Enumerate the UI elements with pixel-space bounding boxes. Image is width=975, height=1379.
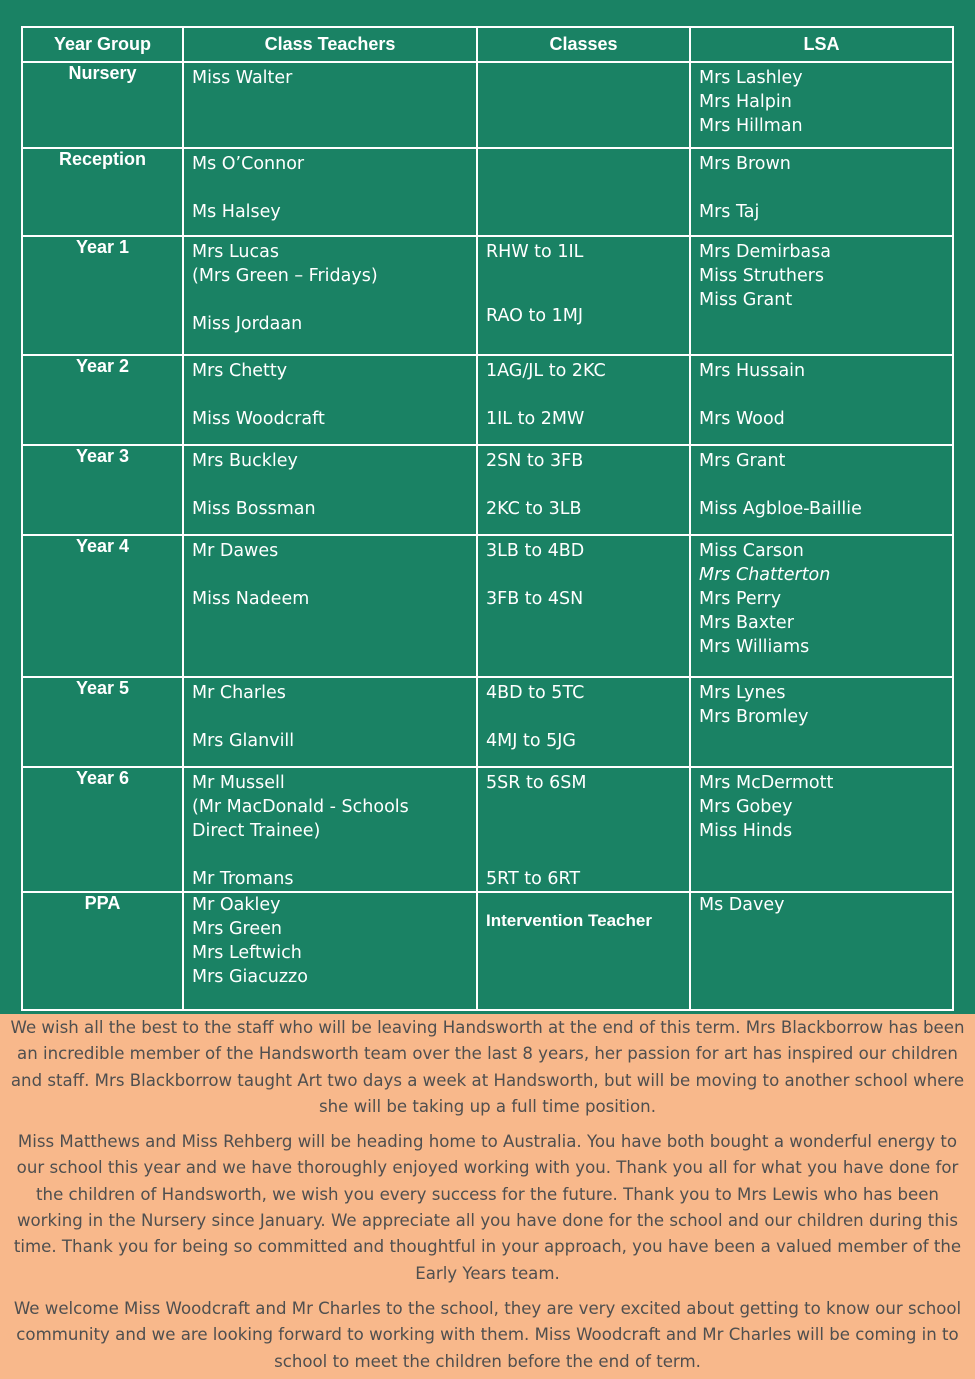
lsa-name: Mrs McDermott	[699, 773, 834, 793]
lsa-cell	[690, 236, 953, 355]
class-move: 2KC to 3LB	[486, 499, 582, 519]
teachers-cell	[183, 767, 477, 892]
teachers-cell	[183, 677, 477, 767]
class-move: 5RT to 6RT	[486, 869, 581, 889]
teacher-name: Mr Charles	[192, 683, 286, 703]
lsa-name: Miss Agbloe-Baillie	[699, 499, 862, 519]
teacher-name: Mrs Giacuzzo	[192, 967, 308, 987]
teacher-name: Mrs Buckley	[192, 451, 298, 471]
teacher-name: Mr Dawes	[192, 541, 279, 561]
lsa-cell	[690, 355, 953, 445]
teachers-cell	[183, 148, 477, 236]
teacher-note: (Mrs Green – Fridays)	[192, 266, 378, 286]
year-group-cell: Year 3	[22, 445, 183, 535]
table-row	[22, 236, 953, 355]
teacher-name: Ms O’Connor	[192, 154, 305, 174]
teacher-name: Mr Tromans	[192, 869, 294, 889]
thanks-paragraph: Miss Matthews and Miss Rehberg will be heading home to Australia. You have both bought a wonderful energy to our school this year and we have thoroughly enjoyed working with you. Thank you all for what you have done for the children of Handsworth, we wish you every success for the future. Thank you to Mrs Lewis who has been working in the Nursery since January. We appreciate all you have done for the school and our children during this time. Thank you for being so committed and thoughtful in your approach, you have been a valued member of the Early Years team.	[13, 1132, 962, 1283]
year-group-cell: Year 1	[22, 236, 183, 355]
lsa-name: Mrs Gobey	[699, 797, 793, 817]
table-row	[22, 535, 953, 677]
teacher-name: Miss Nadeem	[192, 589, 310, 609]
class-move: 1IL to 2MW	[486, 409, 585, 429]
classes-cell	[477, 535, 690, 677]
lsa-cell	[690, 767, 953, 892]
classes-cell	[477, 767, 690, 892]
teacher-name: Mrs Green	[192, 919, 282, 939]
teacher-name: Mrs Lucas	[192, 242, 279, 262]
teacher-name: Ms Halsey	[192, 202, 281, 222]
lsa-name: Miss Carson	[699, 541, 804, 561]
lsa-name: Mrs Hussain	[699, 361, 806, 381]
lsa-name: Mrs Grant	[699, 451, 786, 471]
year-group-cell: Year 6	[22, 767, 183, 892]
lsa-name: Mrs Lynes	[699, 683, 786, 703]
table-row	[22, 148, 953, 236]
lsa-name: Mrs Taj	[699, 202, 760, 222]
class-move: RHW to 1IL	[486, 242, 584, 262]
lsa-name: Miss Grant	[699, 290, 793, 310]
year-group-cell: Reception	[22, 148, 183, 236]
teacher-name: Mrs Leftwich	[192, 943, 302, 963]
intervention-teacher-label: Intervention Teacher	[486, 911, 652, 930]
lsa-name: Mrs Halpin	[699, 92, 792, 112]
lsa-name: Mrs Lashley	[699, 68, 803, 88]
lsa-name: Mrs Hillman	[699, 116, 803, 136]
teacher-name: Miss Bossman	[192, 499, 316, 519]
teachers-cell	[183, 355, 477, 445]
staff-news-panel	[0, 1014, 975, 1379]
year-group-cell: Nursery	[22, 62, 183, 148]
lsa-name: Mrs Baxter	[699, 613, 794, 633]
lsa-name: Mrs Demirbasa	[699, 242, 831, 262]
lsa-cell	[690, 148, 953, 236]
farewell-paragraph: We wish all the best to the staff who will be leaving Handsworth at the end of this term. Mrs Blackborrow has been an incredible member of the Handsworth team over the last 8 years, her passion for art has inspired our children and staff. Mrs Blackborrow taught Art two days a week at Handsworth, but will be moving to another school where she will be taking up a full time position.	[10, 1018, 965, 1116]
lsa-name: Ms Davey	[699, 895, 785, 915]
table-row	[22, 892, 953, 1010]
teachers-cell	[183, 445, 477, 535]
lsa-cell	[690, 892, 953, 1010]
teacher-name: Mrs Chetty	[192, 361, 288, 381]
year-group-cell: Year 5	[22, 677, 183, 767]
class-move: 2SN to 3FB	[486, 451, 584, 471]
lsa-name: Mrs Brown	[699, 154, 791, 174]
table-row	[22, 445, 953, 535]
header-lsa: LSA	[690, 27, 953, 62]
lsa-cell	[690, 445, 953, 535]
classes-cell	[477, 677, 690, 767]
classes-cell	[477, 62, 690, 148]
classes-cell	[477, 236, 690, 355]
header-class-teachers: Class Teachers	[183, 27, 477, 62]
class-move: RAO to 1MJ	[486, 306, 583, 326]
year-group-cell: PPA	[22, 892, 183, 1010]
teacher-name: Miss Woodcraft	[192, 409, 325, 429]
teacher-note: (Mr MacDonald - Schools	[192, 797, 409, 817]
table-header-row	[22, 27, 953, 62]
lsa-name: Mrs Bromley	[699, 707, 809, 727]
lsa-name: Mrs Perry	[699, 589, 782, 609]
class-move: 5SR to 6SM	[486, 773, 587, 793]
class-move: 1AG/JL to 2KC	[486, 361, 606, 381]
classes-cell	[477, 148, 690, 236]
lsa-name: Miss Hinds	[699, 821, 793, 841]
class-move: 4BD to 5TC	[486, 683, 585, 703]
header-year-group: Year Group	[22, 27, 183, 62]
teachers-cell	[183, 236, 477, 355]
teacher-name: Miss Walter	[192, 68, 293, 88]
welcome-paragraph: We welcome Miss Woodcraft and Mr Charles to the school, they are very excited about getting to know our school community and we are looking forward to working with them. Miss Woodcraft and Mr Charles will be coming in to school to meet the children before the end of term.	[13, 1298, 962, 1371]
teacher-name: Mrs Glanvill	[192, 731, 295, 751]
lsa-name: Mrs Wood	[699, 409, 785, 429]
lsa-cell	[690, 535, 953, 677]
lsa-cell	[690, 677, 953, 767]
class-move: 4MJ to 5JG	[486, 731, 576, 751]
class-move: 3LB to 4BD	[486, 541, 585, 561]
class-move: 3FB to 4SN	[486, 589, 584, 609]
teachers-cell	[183, 535, 477, 677]
lsa-name: Miss Struthers	[699, 266, 825, 286]
table-row	[22, 767, 953, 892]
lsa-cell	[690, 62, 953, 148]
teacher-name: Mr Oakley	[192, 895, 281, 915]
table-row	[22, 677, 953, 767]
teacher-name: Miss Jordaan	[192, 314, 303, 334]
teachers-cell	[183, 62, 477, 148]
teachers-cell	[183, 892, 477, 1010]
classes-cell	[477, 892, 690, 1010]
header-classes: Classes	[477, 27, 690, 62]
lsa-name: Mrs Williams	[699, 637, 810, 657]
table-row	[22, 355, 953, 445]
staff-table	[21, 26, 954, 1011]
teacher-note: Direct Trainee)	[192, 821, 321, 841]
teacher-name: Mr Mussell	[192, 773, 285, 793]
lsa-name: Mrs Chatterton	[699, 565, 831, 585]
classes-cell	[477, 355, 690, 445]
year-group-cell: Year 4	[22, 535, 183, 677]
year-group-cell: Year 2	[22, 355, 183, 445]
classes-cell	[477, 445, 690, 535]
table-row	[22, 62, 953, 148]
